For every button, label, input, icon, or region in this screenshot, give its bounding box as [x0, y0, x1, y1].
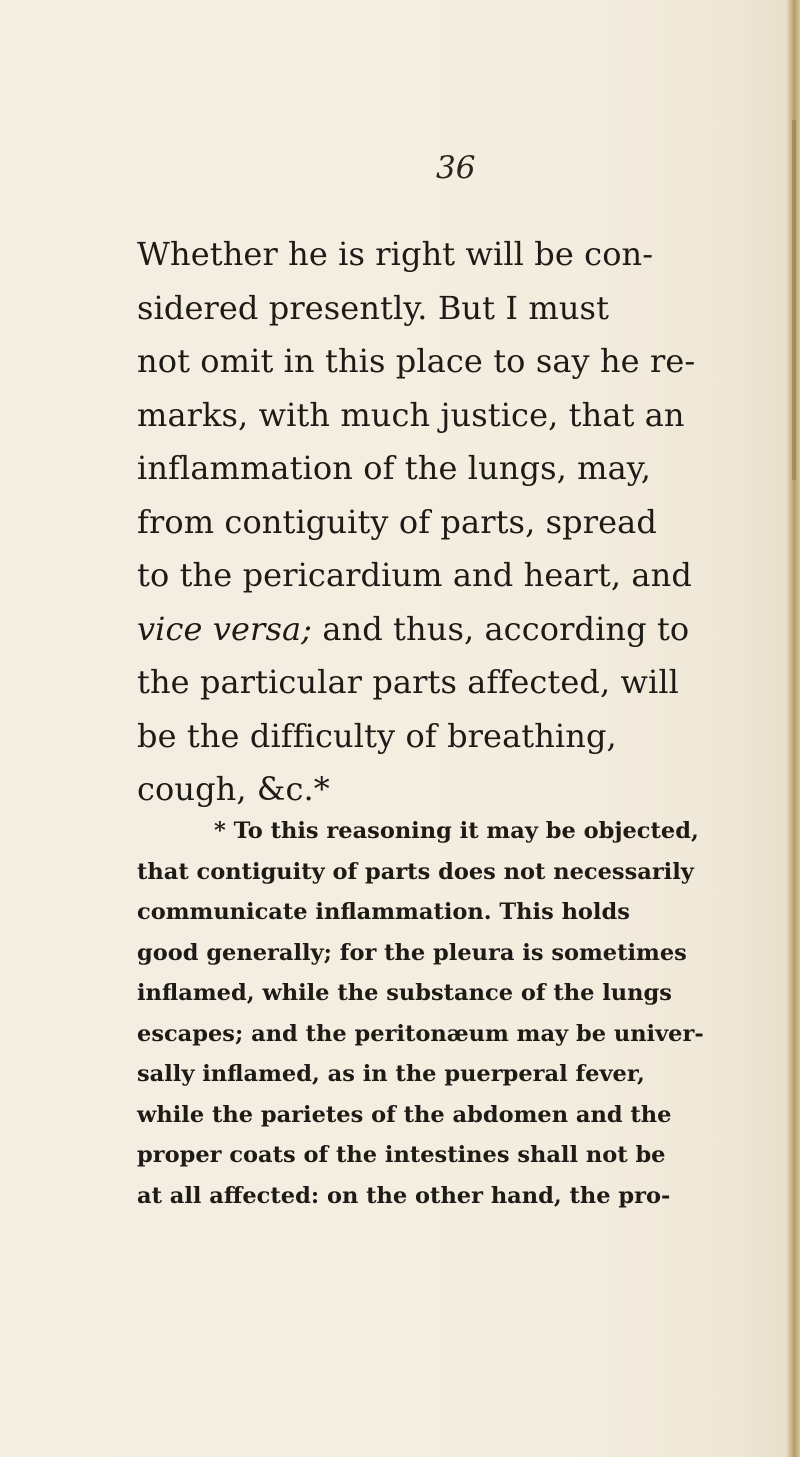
footnote-line: good generally; for the pleura is sometimes [137, 939, 687, 966]
body-line: marks, with much justice, that an [137, 395, 685, 434]
footnote-line: sally inflamed, as in the puerperal fever, [137, 1061, 645, 1087]
body-line: not omit in this place to say he re- [137, 342, 696, 380]
body-line: Whether he is right will be con- [137, 235, 654, 273]
body-line [137, 603, 757, 657]
footnote-line: while the parietes of the abdomen and the [137, 1101, 672, 1128]
body-line: be the difficulty of breathing, [137, 716, 617, 755]
body-line: inflammation of the lungs, may, [137, 449, 651, 487]
footnote-line: that contiguity of parts does not necessarily [137, 858, 694, 885]
footnote-line: at all affected: on the other hand, the pro- [137, 1182, 671, 1209]
footnote-line: escapes; and the peritonæum may be univer- [137, 1020, 704, 1047]
body-line: the particular parts affected, will [137, 663, 679, 701]
body-paragraph [137, 228, 757, 817]
footnote-line: communicate inflammation. This holds [137, 899, 630, 925]
footnote [137, 811, 757, 1216]
page-edge-stain [792, 120, 796, 480]
page-number: 36 [436, 150, 476, 186]
footnote-line: proper coats of the intestines shall not be [137, 1142, 666, 1168]
footnote-line: * To this reasoning it may be objected, [214, 818, 699, 844]
footnote-line: inflamed, while the substance of the lungs [137, 980, 672, 1006]
body-line: sidered presently. But I must [137, 288, 610, 327]
body-line: to the pericardium and heart, and [137, 556, 692, 594]
body-line: from contiguity of parts, spread [137, 502, 657, 541]
body-line-rest: and thus, according to [312, 609, 690, 648]
body-line: cough, &c.* [137, 770, 330, 808]
italic-phrase: vice versa; [137, 609, 313, 648]
